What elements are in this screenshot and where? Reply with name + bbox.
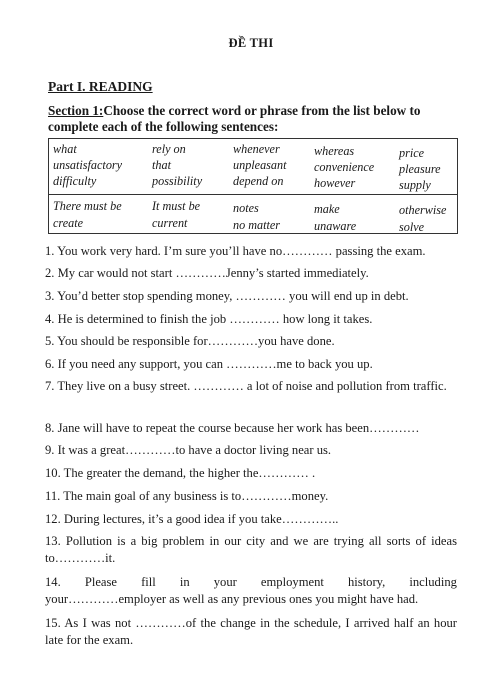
question-item: 15. As I was not …………of the change in the schedule, I arrived half an hour late for the exam. — [45, 616, 457, 647]
question-14-word: fill — [141, 575, 156, 589]
question-item: 11. The main goal of any business is to…………money. — [45, 489, 329, 503]
word-item: It must be — [152, 199, 201, 213]
question-14-word: 14. — [45, 575, 61, 589]
question-14-word: your — [213, 575, 237, 589]
section-instruction: Choose the correct word or phrase from the list below to complete each of the following sentences: — [48, 103, 421, 134]
question-14-word: employment — [260, 575, 324, 589]
word-list-box — [48, 138, 458, 234]
word-item: however — [314, 176, 356, 190]
word-item: create — [53, 216, 83, 230]
word-item: make — [314, 202, 340, 216]
word-item: There must be — [53, 199, 122, 213]
question-14-first-line — [45, 574, 457, 591]
word-item: notes — [233, 201, 259, 215]
question-item: 1. You work very hard. I’m sure you’ll have no………… passing the exam. — [45, 244, 426, 258]
section-heading — [48, 103, 462, 135]
word-item: convenience — [314, 160, 375, 174]
word-item: otherwise — [399, 203, 447, 217]
question-item: 10. The greater the demand, the higher the………… . — [45, 466, 316, 480]
word-item: whereas — [314, 144, 355, 158]
question-item: 13. Pollution is a big problem in our city and we are trying all sorts of ideas to…………it. — [45, 534, 457, 565]
question-item: 5. You should be responsible for…………you have done. — [45, 334, 335, 348]
question-14-second-line: your…………employer as well as any previous ones you might have had. — [45, 592, 419, 606]
word-list-divider — [49, 194, 457, 195]
question-item: 8. Jane will have to repeat the course because her work has been………… — [45, 421, 420, 435]
page-title: ĐỀ THI — [228, 36, 274, 50]
word-item: solve — [399, 220, 425, 234]
word-item: no matter — [233, 218, 281, 232]
word-item: what — [53, 142, 77, 156]
word-item: current — [152, 216, 188, 230]
word-item: difficulty — [53, 174, 97, 188]
question-14-word: Please — [84, 575, 118, 589]
word-item: rely on — [152, 142, 186, 156]
question-item: 2. My car would not start …………Jenny’s started immediately. — [45, 266, 369, 280]
word-item: that — [152, 158, 171, 172]
word-item: unaware — [314, 219, 357, 233]
word-item: pleasure — [399, 162, 441, 176]
question-item: 12. During lectures, it’s a good idea if you take………….. — [45, 512, 339, 526]
question-item: 6. If you need any support, you can …………me to back you up. — [45, 357, 373, 371]
word-item: supply — [399, 178, 431, 192]
section-label: Section 1: — [48, 103, 104, 118]
part-heading: Part I. READING — [48, 79, 153, 94]
question-14-word: history, — [347, 575, 386, 589]
word-item: possibility — [152, 174, 203, 188]
question-item: 4. He is determined to finish the job ………… how long it takes. — [45, 312, 373, 326]
question-item: 7. They live on a busy street. ………… a lot of noise and pollution from traffic. — [45, 379, 447, 393]
word-item: whenever — [233, 142, 280, 156]
word-item: depend on — [233, 174, 284, 188]
question-14-word: including — [409, 575, 457, 589]
word-item: price — [399, 146, 425, 160]
word-item: unsatisfactory — [53, 158, 123, 172]
question-item: 3. You’d better stop spending money, ………… you will end up in debt. — [45, 289, 409, 303]
question-14-word: in — [179, 575, 190, 589]
question-item — [45, 574, 457, 608]
word-item: unpleasant — [233, 158, 287, 172]
question-item: 9. It was a great…………to have a doctor living near us. — [45, 443, 332, 457]
